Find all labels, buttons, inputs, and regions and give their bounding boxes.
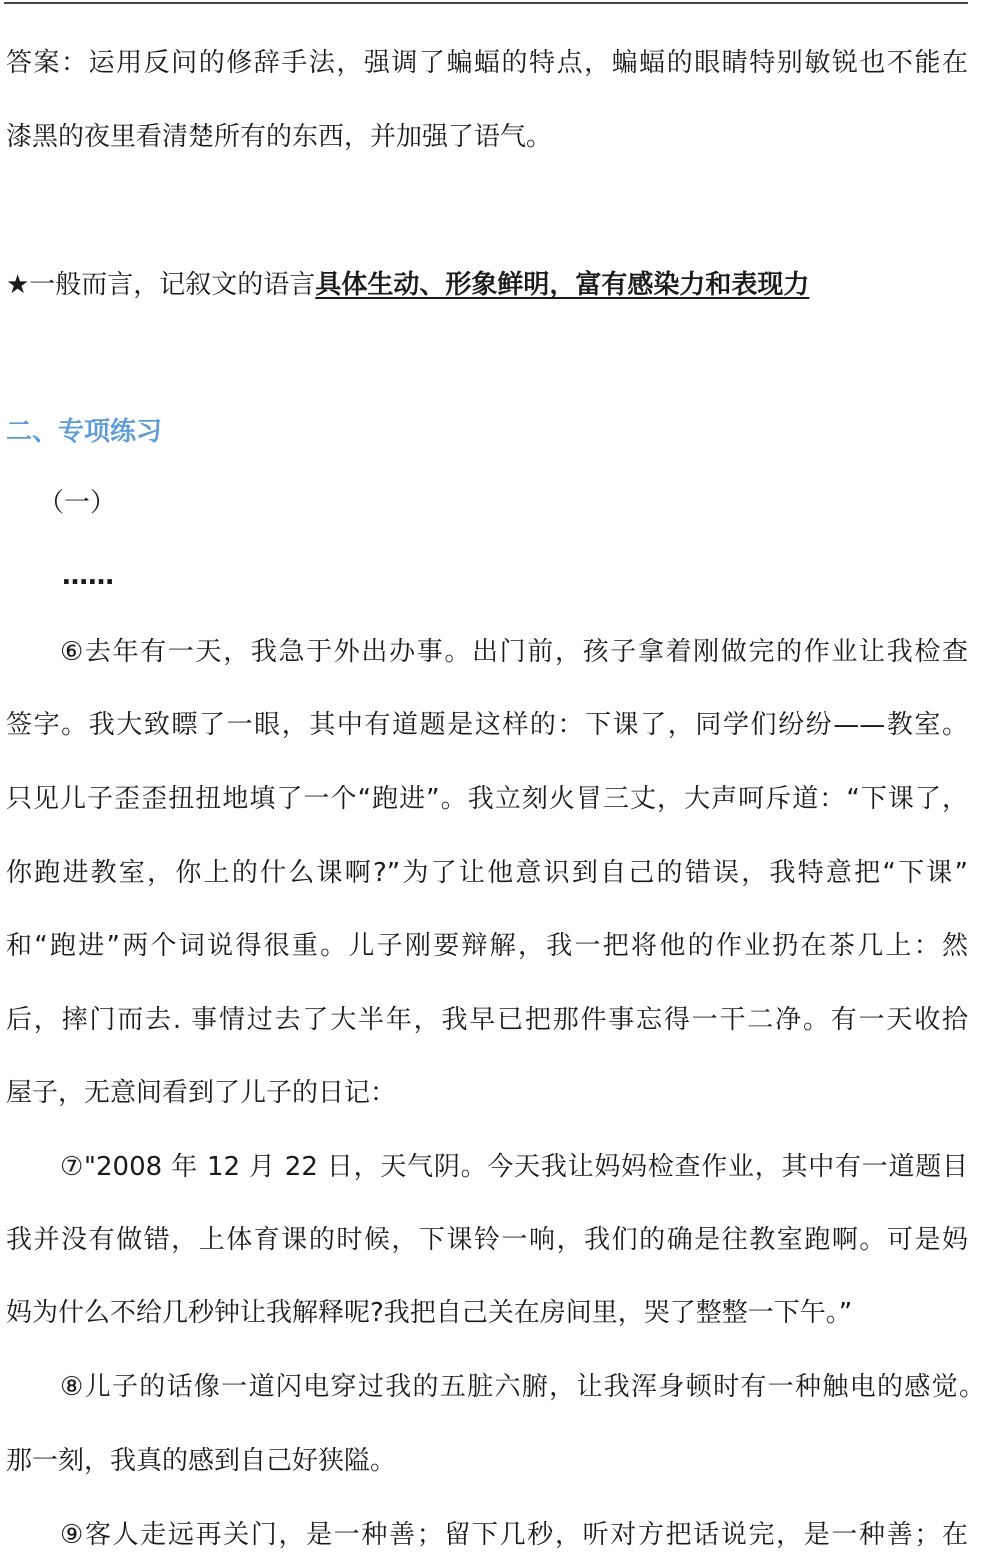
answer-line-2: 漆黑的夜里看清楚所有的东西，并加强了语气。 (6, 122, 553, 152)
para7-line-3: 妈为什么不给几秒钟让我解释呢?我把自己关在房间里，哭了整整一下午。” (6, 1298, 853, 1328)
para6-line-3: 只见儿子歪歪扭扭地填了一个“跑进”。我立刻火冒三丈，大声呵斥道：“下课了， (6, 784, 968, 814)
tip-emphasis: 具体生动、形象鲜明，富有感染力和表现力 (315, 270, 810, 300)
para6-line-2: 签字。我大致瞟了一眼，其中有道题是这样的：下课了，同学们纷纷——教室。 (6, 710, 968, 740)
top-divider (4, 2, 968, 4)
tip-prefix: ★一般而言，记叙文的语言 (6, 270, 316, 300)
ellipsis: …… (62, 561, 114, 591)
para6-line-6: 后，摔门而去. 事情过去了大半年，我早已把那件事忘得一干二净。有一天收拾 (6, 1005, 968, 1035)
para7-line-2: 我并没有做错，上体育课的时候，下课铃一响，我们的确是往教室跑啊。可是妈 (6, 1225, 968, 1255)
para8-line-1: ⑧儿子的话像一道闪电穿过我的五脏六腑，让我浑身顿时有一种触电的感觉。 (60, 1372, 985, 1402)
para7-line-1: ⑦"2008 年 12 月 22 日，天气阴。今天我让妈妈检查作业，其中有一道题目 (60, 1152, 968, 1182)
para9-line-1: ⑨客人走远再关门，是一种善；留下几秒，听对方把话说完，是一种善；在 (60, 1520, 968, 1550)
section-heading: 二、专项练习 (6, 417, 163, 447)
answer-line-1: 答案：运用反问的修辞手法，强调了蝙蝠的特点，蝙蝠的眼睛特别敏锐也不能在 (6, 48, 968, 78)
para6-line-4: 你跑进教室，你上的什么课啊?”为了让他意识到自己的错误，我特意把“下课” (6, 858, 968, 888)
para6-line-7: 屋子，无意间看到了儿子的日记： (6, 1078, 397, 1108)
tip-line (6, 267, 809, 303)
section-subheading: （一） (38, 488, 117, 518)
para6-line-1: ⑥去年有一天，我急于外出办事。出门前，孩子拿着刚做完的作业让我检查 (60, 637, 968, 667)
para6-line-5: 和“跑进”两个词说得很重。儿子刚要辩解，我一把将他的作业扔在茶几上：然 (6, 931, 968, 961)
para8-line-2: 那一刻，我真的感到自己好狭隘。 (6, 1446, 397, 1476)
